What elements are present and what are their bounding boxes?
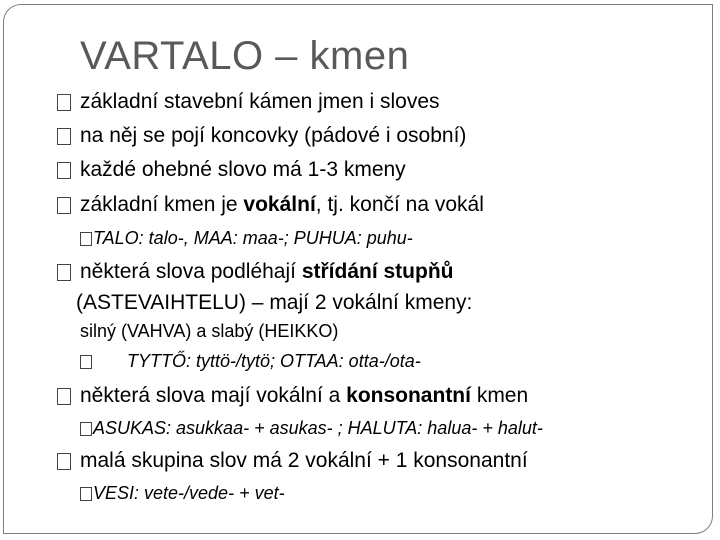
checkbox-bullet-icon [57, 388, 71, 405]
bullet-2: na něj se pojí koncovky (pádové i osobní) [80, 124, 467, 147]
sub-bullet-7-text: VESI: vete-/vede- + vet- [93, 483, 285, 503]
bullet-7: malá skupina slov má 2 vokální + 1 konsonantní [80, 449, 528, 472]
bullet-6-bold: konsonantní [346, 384, 471, 407]
checkbox-bullet-icon [57, 453, 71, 470]
checkbox-bullet-icon [57, 128, 71, 145]
bullet-5-line-3: silný (VAHVA) a slabý (HEIKKO) [80, 321, 339, 341]
bullet-4-text: základní kmen je [80, 193, 244, 216]
sub-bullet-6-text: ASUKAS: asukkaa- + asukas- ; HALUTA: halua- + halut- [93, 418, 543, 438]
bullet-6-text: některá slova mají vokální a [80, 384, 347, 407]
checkbox-bullet-icon [57, 197, 71, 214]
bullet-5-text: některá slova podléhají [80, 260, 302, 283]
checkbox-bullet-icon [80, 422, 92, 436]
sub-bullet-5-text: TYTTŐ: tyttö-/tytö; OTTAA: otta-/ota- [127, 351, 421, 371]
bullet-5 [80, 261, 453, 282]
bullet-4-bold: vokální [243, 193, 316, 216]
checkbox-bullet-icon [57, 162, 71, 179]
checkbox-bullet-icon [57, 264, 71, 281]
checkbox-bullet-icon [57, 94, 71, 111]
checkbox-bullet-icon [80, 355, 92, 369]
bullet-6 [80, 385, 528, 406]
bullet-5-line-2: (ASTEVAIHTELU) – mají 2 vokální kmeny: [76, 291, 473, 314]
bullet-4-text-end: , tj. končí na vokál [315, 193, 484, 216]
bullet-4 [80, 194, 484, 215]
sub-bullet-5 [80, 352, 421, 370]
bullet-1: základní stavební kámen jmen i sloves [80, 90, 440, 113]
bullet-3: každé ohebné slovo má 1-3 kmeny [80, 158, 406, 181]
bullet-5-bold: střídání stupňů [301, 260, 454, 283]
checkbox-bullet-icon [80, 232, 92, 246]
sub-bullet-6 [80, 419, 543, 437]
sub-bullet-4-text: TALO: talo-, MAA: maa-; PUHUA: puhu- [93, 228, 413, 248]
sub-bullet-7 [80, 484, 285, 502]
sub-bullet-4 [80, 229, 413, 247]
bullet-6-text-end: kmen [470, 384, 529, 407]
slide-title: VARTALO – kmen [80, 34, 410, 78]
checkbox-bullet-icon [80, 487, 92, 501]
